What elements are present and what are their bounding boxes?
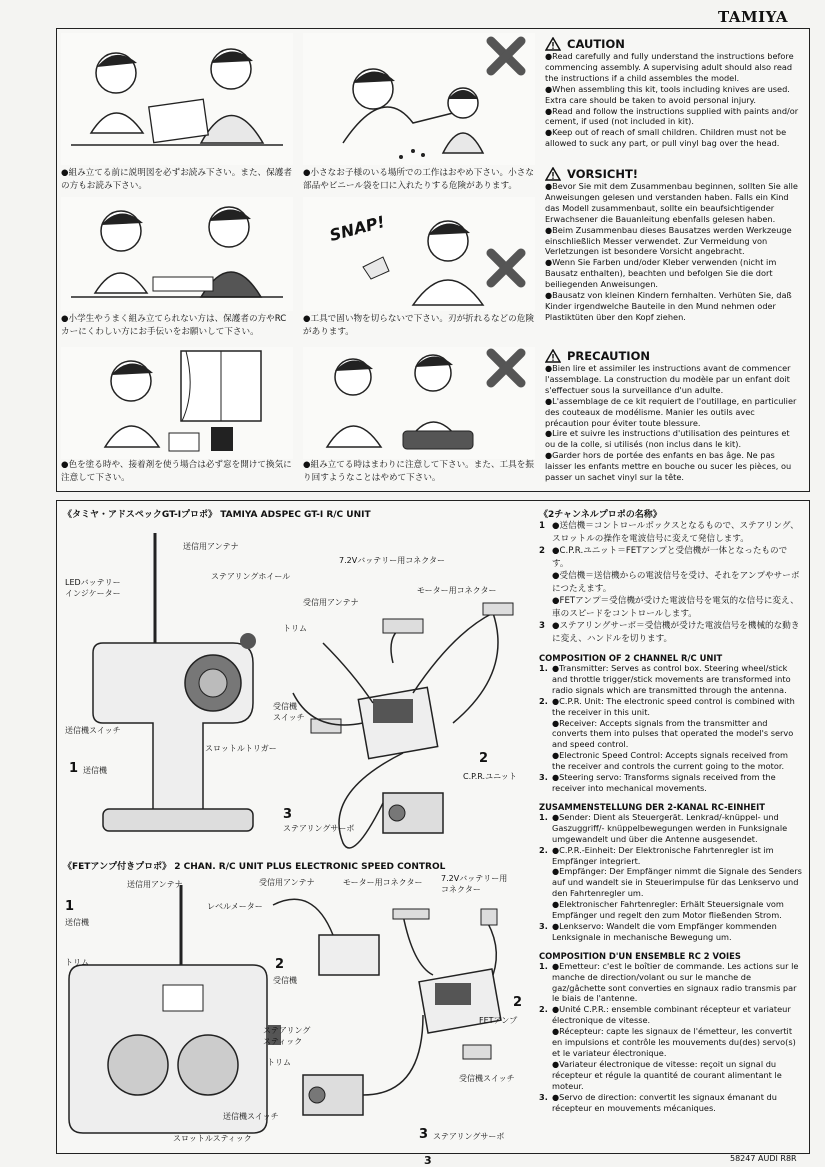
vorsicht-section (545, 167, 801, 323)
composition-en-title: COMPOSITION OF 2 CHANNEL R/C UNIT (539, 653, 723, 663)
diagram-adspec-gt1 (63, 523, 533, 853)
note-jp-1: ●組み立てる前に説明図を必ずお読み下さい。また、保護者の方もお読み下さい。 (61, 168, 292, 191)
names-jp-item: ●送信機＝コントロールボックスとなるもので、ステアリング、スロットルの操作を電波信号に変えて発信します。 (552, 521, 799, 544)
warning-triangle-icon (545, 349, 561, 363)
note-jp-3: ●小学生やうまく組み立てられない方は、保護者の方やRCカーにくわしい方にお手伝いをお願いして下さい。 (61, 314, 287, 337)
vorsicht-item: ●Bevor Sie mit dem Zusammenbau beginnen, sollten Sie alle Anweisungen gelesen und verstanden haben. Falls ein Kind das Modell zusammenbaut, sollte ein beaufsichtigender Erwachsener die Bauanleitung ebenfalls gelesen haben. (545, 181, 798, 224)
label-receiver: 受信機 (273, 976, 297, 985)
safety-panel (56, 28, 810, 492)
label-transmitter: 送信機 (65, 918, 89, 927)
part-number: 2 (479, 751, 489, 766)
precaution-item: ●L'assemblage de ce kit requiert de l'outillage, en particulier des couteaux de modélisme. Manier les outils avec précaution pour éviter toute blessure. (545, 395, 797, 428)
illustration-child-helper (61, 197, 293, 311)
caution-item: ●Keep out of reach of small children. Children must not be allowed to suck any part, or pull vinyl bag over the head. (545, 127, 787, 149)
unit1-title: 《タミヤ・アドスペックGT-Iプロポ》 TAMIYA ADSPEC GT-I R/C UNIT (63, 510, 371, 520)
part-number: 3 (283, 807, 293, 822)
composition-column: 《2チャンネルプロポの名称》 1 ●送信機＝コントロールボックスとなるもので、ステアリング、スロットルの操作を電波信号に変えて発信します。 2 ●C.P.R.ユニット＝FETアンプと受信機が一体となったものです。 ●受信機＝送信機からの電波信号を受け、それをアンプやサーボにつたえます。 ●FETアンプ＝受信機が受けた電波信号を電気的な信号に変え、車のスピードをコントロールします。 3 ●ステアリングサーボ＝受信機が受けた電波信号を機械的な動きに変え、ハンドルを切ります。 COMPOSITION OF 2 CHANNEL R/C UNIT 1. ●Transmitter: Serves as control box. Steering wheel/stick and throttle trigger/stick movements are transformed into radio signals which are transmitted through the antenna. 2. ●C.P.R. Unit: The electronic speed control is combined with the receiver in this unit. ●Receiver: Accepts signals from the transmitter and converts them into pulses that operated the model's servo and speed control. ●Electronic Speed Control: Accepts signals received from the receiver and controls the current going to the motor. 3. ●Steering servo: Transforms signals received from the receiver into mechanical movements. ZUSAMMENSTELLUNG DER 2-KANAL RC-EINHEIT 1. ●Sender: Dient als Steuergerät. Lenkrad/-knüppel- und Gaszuggriff/- knüppelbewegungen werden in Funksignale umgewandelt und über die Antenne ausgesendet. 2. ●C.P.R.-Einheit: Der Elektronische Fahrtenregler ist im Empfänger integriert. ●Empfänger: Der Empfänger nimmt die Signale des Senders auf und wandelt sie in Steuerimpulse für das Lenkservo und den Fahrtenregler um. ●Elektronischer Fahrtenregler: Erhält Steuersignale vom Empfänger und regelt den zum Motor fließenden Strom. 3. ●Lenkservo: Wandelt die vom Empfänger kommenden Lenksignale in mechanische Bewegung um. COMPOSITION D'UN ENSEMBLE RC 2 VOIES 1. ●Emetteur: c'est le boîtier de commande. Les actions sur le manche de direction/volant ou sur le manche de gaz/gâchette sont converties en signaux radio transmis par le biais de l'antenne. 2. ●Unité C.P.R.: ensemble combinant récepteur et variateur électronique de vitesse. ●Récepteur: capte les signaux de l'émetteur, les convertit en impulsions et contrôle les mouvements du(des) servo(s) et le variateur électronique. ●Variateur électronique de vitesse: reçoit un signal du récepteur et régule la quantité de courant alimentant le moteur. 3. ●Servo de direction: convertit les signaux émanant du récepteur en mouvements mécaniques. (539, 507, 803, 1113)
note-jp-6: ●組み立てる時はまわりに注意して下さい。また、工具を振り回すようなことはやめて下さい。 (303, 460, 534, 483)
label-battery-connector: 7.2Vバッテリー用コネクター (339, 556, 446, 565)
label-tx-antenna: 送信用アンテナ (127, 880, 183, 889)
caution-item: ●When assembling this kit, tools including knives are used. Extra care should be taken to avoid personal injury. (545, 83, 790, 105)
warning-triangle-icon (545, 37, 561, 51)
caution-section (545, 37, 801, 149)
precaution-heading: PRECAUTION (545, 349, 801, 363)
illustration-swinging-tool (303, 347, 535, 459)
vorsicht-item: ●Wenn Sie Farben und/oder Kleber verwenden (nicht im Bausatz enthalten), beachten und befolgen Sie die dort beiliegenden Anweisungen. (545, 257, 777, 290)
names-jp-item: ●ステアリングサーボ＝受信機が受けた電波信号を機械的な動きに変え、ハンドルを切ります。 (552, 621, 800, 644)
names-jp-item: ●C.P.R.ユニット＝FETアンプと受信機が一体となったものです。 ●受信機＝送信機からの電波信号を受け、それをアンプやサーボにつたえます。 ●FETアンプ＝受信機が受けた電波信号を電気的な信号に変え、車のスピードをコントロールします。 (552, 546, 800, 619)
composition-de-item: ●C.P.R.-Einheit: Der Elektronische Fahrtenregler ist im Empfänger integriert. ●Empfänger: Der Empfänger nimmt die Signale des Senders auf und wandelt sie in Steuerimpulse für das Lenkservo und den Fahrtenregler um. ●Elektronischer Fahrtenregler: Erhält Steuersignale vom Empfänger und regelt den zum Motor fließenden Strom. (552, 844, 802, 921)
part-number: 1 (65, 899, 75, 914)
caution-item: ●Read carefully and fully understand the instructions before commencing assembly. A supervising adult should also read the instructions if a child assembles the model. (545, 51, 794, 83)
label-battery-connector: 7.2Vバッテリー用 コネクター (441, 874, 508, 894)
illustration-reading-manual (61, 33, 293, 165)
part-number: 3 (419, 1127, 429, 1142)
warning-triangle-icon (545, 167, 561, 181)
vorsicht-item: ●Bausatz von kleinen Kindern fernhalten. Verhüten Sie, daß Kinder irgendwelche Bauteile in den Mund nehmen oder Plastiktüten über den Kopf ziehen. (545, 290, 792, 322)
precaution-item: ●Bien lire et assimiler les instructions avant de commencer l'assemblage. La construction du modèle par un enfant doit s'effectuer sous la surveillance d'un adulte. (545, 363, 791, 395)
label-tx-switch: 送信機スイッチ (223, 1112, 279, 1121)
label-throttle-trigger: スロットルトリガー (205, 744, 277, 753)
label-tx-antenna: 送信用アンテナ (183, 542, 239, 551)
caution-item: ●Read and follow the instructions supplied with paints and/or cement, if used (not included in kit). (545, 105, 799, 127)
composition-fr-item: ●Servo de direction: convertit les signaux émanant du récepteur en mouvements mécaniques. (552, 1091, 777, 1113)
part-number: 2 (275, 957, 285, 972)
label-rx-antenna: 受信用アンテナ (303, 598, 359, 607)
illustration-painting-window (61, 347, 293, 459)
label-steering-servo: ステアリングサーボ (283, 824, 355, 833)
label-motor-connector: モーター用コネクター (343, 878, 423, 887)
composition-en-item: ●Steering servo: Transforms signals received from the receiver into mechanical movements. (552, 772, 776, 793)
label-steering-servo: ステアリングサーボ (433, 1132, 505, 1141)
composition-fr-item: ●Unité C.P.R.: ensemble combinant récepteur et variateur électronique de vitesse. ●Récepteur: capte les signaux de l'émetteur, les convertit en impulsions et contrôle les mouvements du(des) servo(s) et le variateur électronique. ●Variateur électronique de vitesse: reçoit un signal du récepteur et régule la quantité de courant alimentant le moteur. (552, 1004, 796, 1091)
illustration-small-child (303, 33, 535, 165)
illustration-snap-tool (303, 197, 535, 311)
caution-heading: CAUTION (545, 37, 801, 51)
unit2-title: 《FETアンプ付きプロポ》 2 CHAN. R/C UNIT PLUS ELECTRONIC SPEED CONTROL (63, 862, 446, 872)
composition-en-item: ●C.P.R. Unit: The electronic speed control is combined with the receiver in this unit. ●Receiver: Accepts signals from the transmitter and converts them into pulses that operated the model's servo and speed control. ●Electronic Speed Control: Accepts signals received from the receiver and controls the current going to the motor. (552, 695, 795, 772)
precaution-item: ●Lire et suivre les instructions d'utilisation des peintures et ou de la colle, si utilisés (non inclus dans le kit). (545, 428, 790, 450)
composition-fr-item: ●Emetteur: c'est le boîtier de commande. Les actions sur le manche de direction/volant ou sur le manche de gaz/gâchette sont converties en signaux radio transmis par le biais de l'antenne. (552, 960, 799, 1004)
names-jp-title: 《2チャンネルプロポの名称》 (539, 510, 662, 520)
composition-en-item: ●Transmitter: Serves as control box. Steering wheel/stick and throttle trigger/stick movements are transformed into radio signals which are transmitted through the antenna. (552, 663, 791, 695)
label-level-meter: レベルメーター (207, 902, 263, 911)
label-trim-left: トリム (65, 958, 89, 967)
label-steering-wheel: ステアリングホイール (211, 572, 291, 581)
label-transmitter: 送信機 (83, 766, 107, 775)
vorsicht-item: ●Beim Zusammenbau dieses Bausatzes werden Werkzeuge einschließlich Messer verwendet. Zur Vermeidung von Verletzungen ist besondere Vorsicht angebracht. (545, 224, 792, 257)
composition-fr-title: COMPOSITION D'UN ENSEMBLE RC 2 VOIES (539, 950, 741, 961)
precaution-item: ●Garder hors de portée des enfants en bas âge. Ne pas laisser les enfants mettre en bouche ou sucer les pièces, ou passer un sachet vinyl sur la tête. (545, 450, 792, 483)
note-jp-4: ●工具で固い物を切らないで下さい。刃が折れるなどの危険があります。 (303, 314, 534, 337)
composition-de-item: ●Lenkservo: Wandelt die vom Empfänger kommenden Lenksignale in mechanische Bewegung um. (552, 920, 777, 942)
label-trim: トリム (283, 624, 307, 633)
note-jp-2: ●小さなお子様のいる場所での工作はおやめ下さい。小さな部品やビニール袋を口に入れたりする危険があります。 (303, 168, 534, 191)
brand-logo: TAMIYA (718, 8, 788, 26)
part-number: 2 (513, 995, 523, 1010)
label-rx-switch: 受信機 スイッチ (273, 702, 305, 722)
label-trim-right: トリム (267, 1058, 291, 1067)
part-number: 1 (69, 761, 79, 776)
label-rx-switch: 受信機スイッチ (459, 1074, 515, 1083)
kit-code: 58247 AUDI R8R (730, 1154, 797, 1163)
composition-de-title: ZUSAMMENSTELLUNG DER 2-KANAL RC-EINHEIT (539, 801, 765, 812)
note-jp-5: ●色を塗る時や、接着剤を使う場合は必ず窓を開けて換気に注意して下さい。 (61, 460, 292, 483)
vorsicht-heading: VORSICHT! (545, 167, 801, 181)
label-steering-stick: ステアリング スティック (263, 1026, 311, 1046)
label-led-indicator: LEDバッテリー インジケーター (65, 578, 121, 598)
label-throttle-stick: スロットルスティック (173, 1134, 252, 1143)
rc-unit-panel (56, 500, 810, 1154)
page-number: 3 (424, 1154, 432, 1167)
label-fet-amp: FETアンプ (479, 1016, 518, 1025)
label-rx-antenna: 受信用アンテナ (259, 878, 315, 887)
composition-de-item: ●Sender: Dient als Steuergerät. Lenkrad/-knüppel- und Gaszuggriff/- knüppelbewegungen werden in Funksignale umgewandelt und über die Antenne ausgesendet. (552, 811, 788, 844)
snap-label: SNAP! (327, 212, 387, 245)
diagram-fet-unit (63, 875, 533, 1149)
label-cpr-unit: C.P.R.ユニット (463, 772, 517, 781)
label-tx-switch: 送信機スイッチ (65, 726, 121, 735)
precaution-section (545, 349, 801, 483)
label-motor-connector: モーター用コネクター (417, 586, 497, 595)
